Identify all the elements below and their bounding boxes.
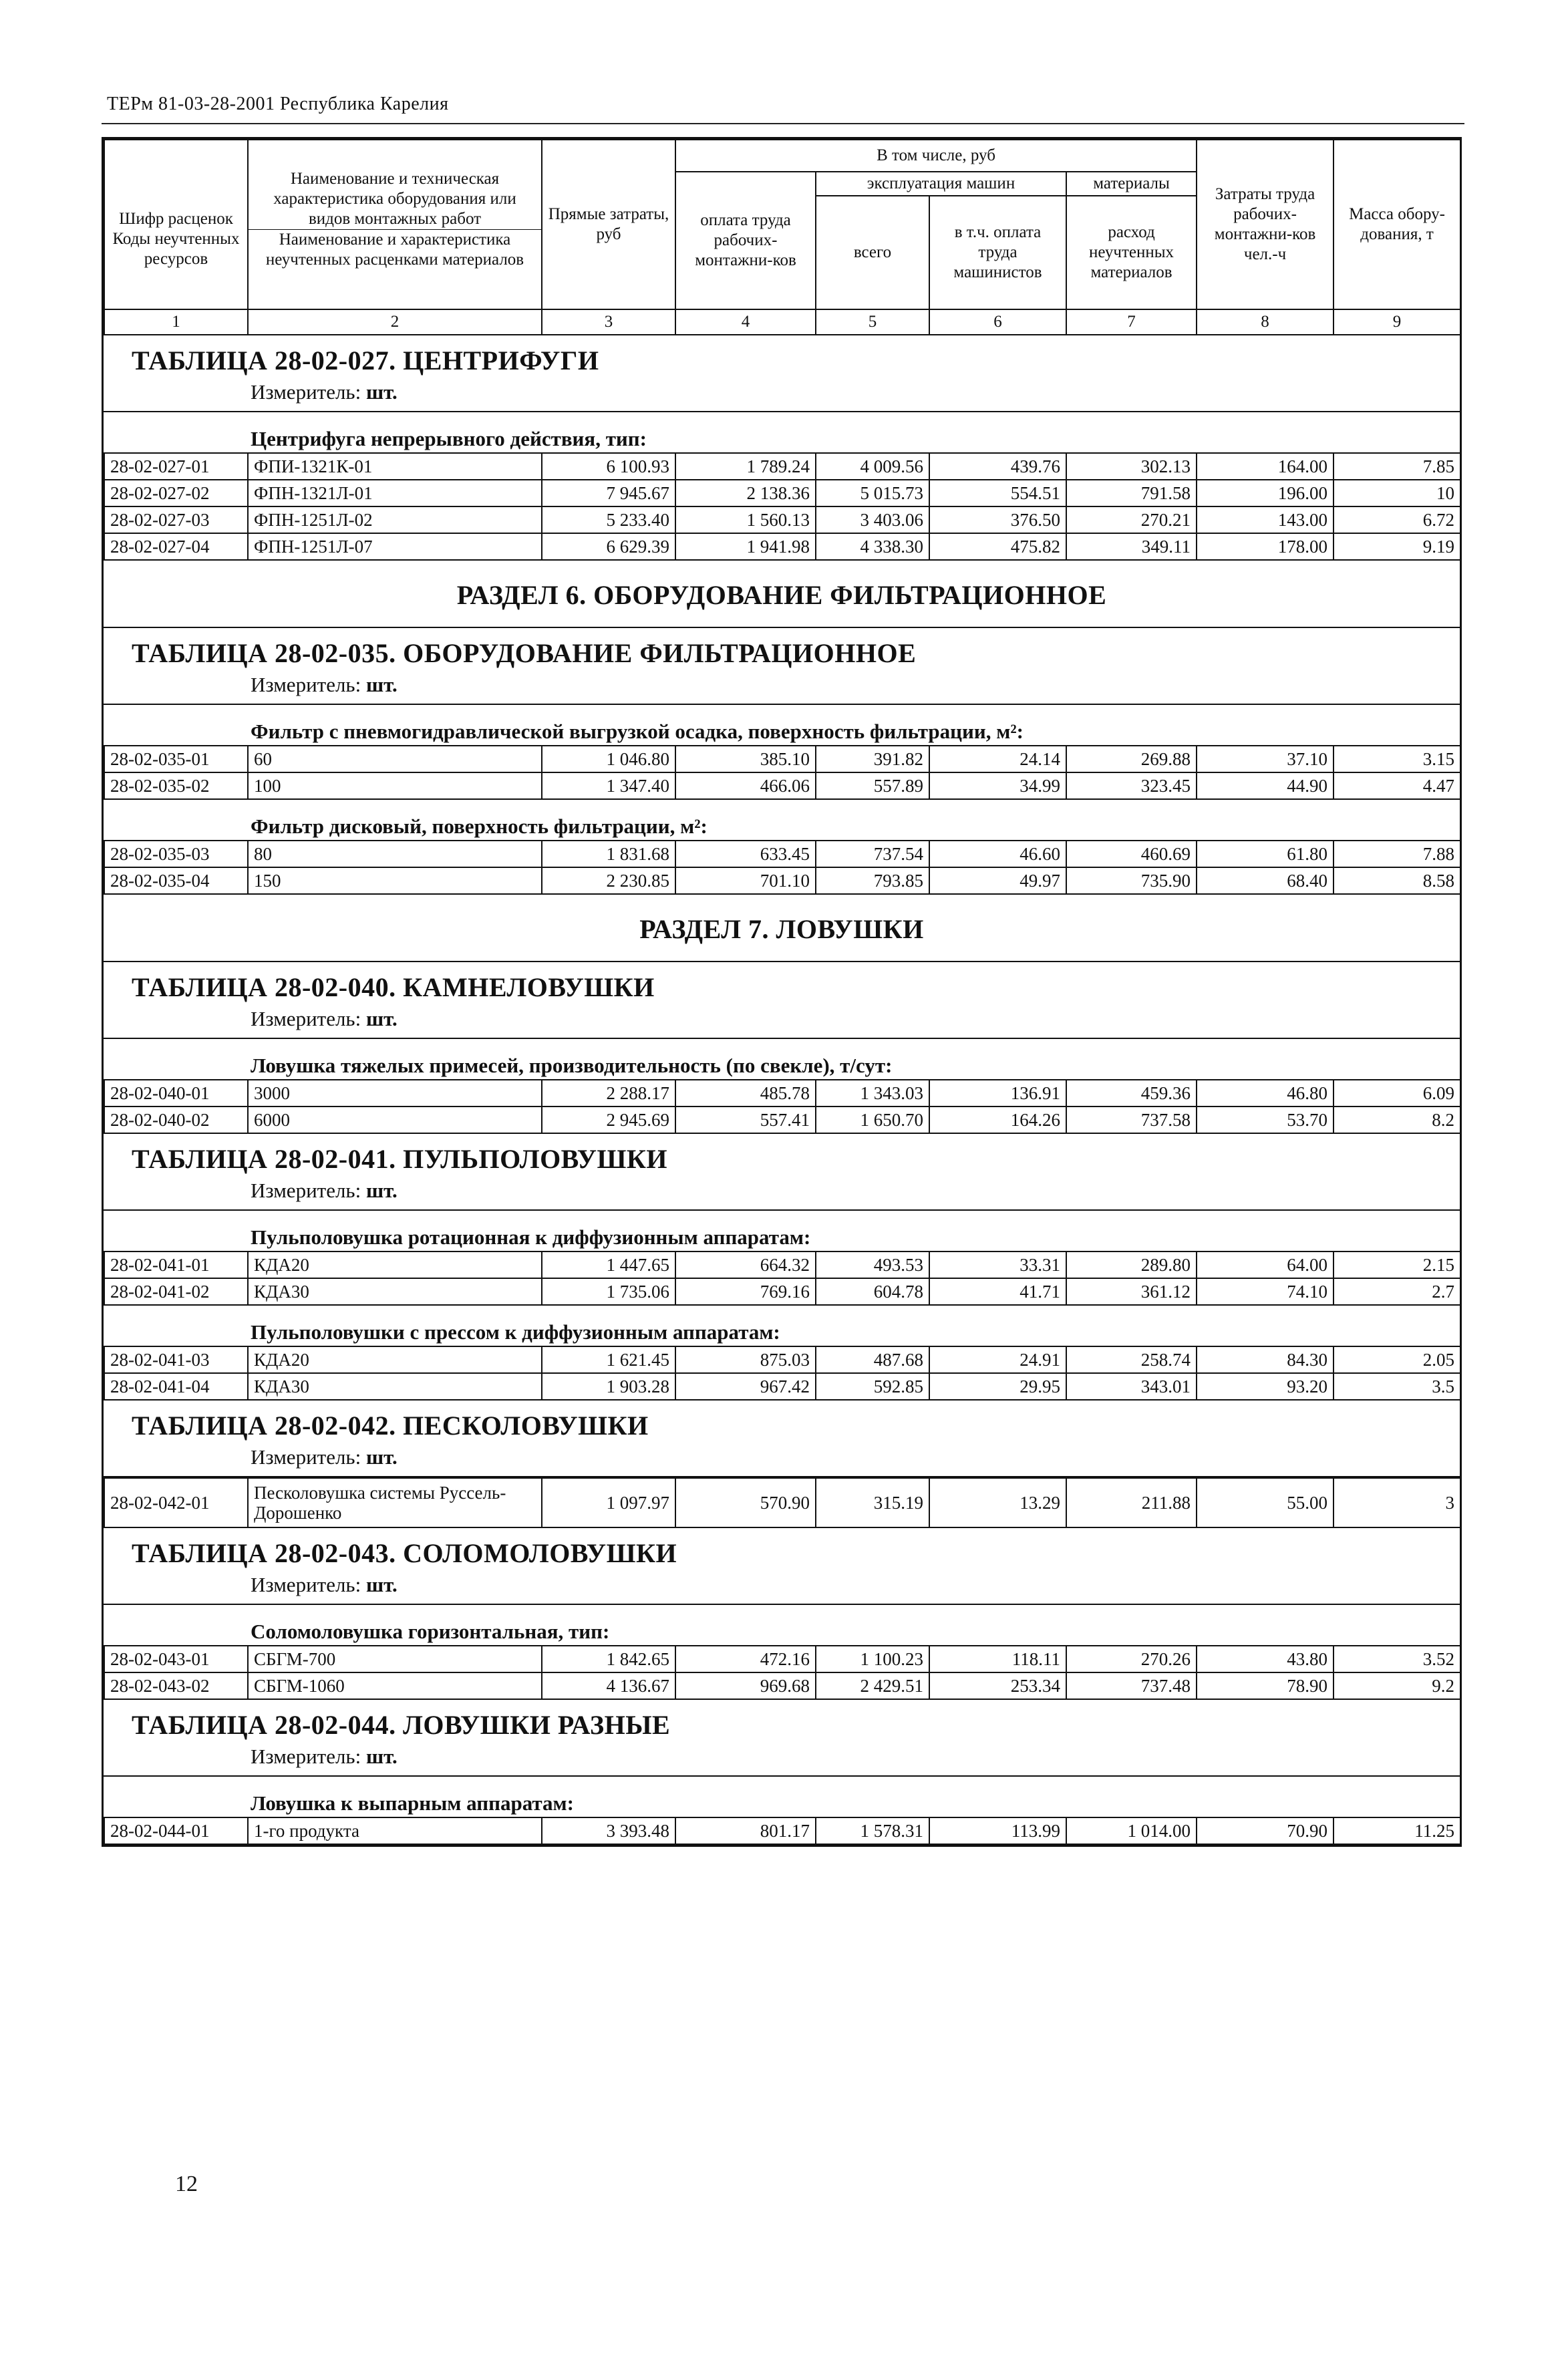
rate-value: 5 015.73 (816, 480, 929, 506)
rate-value: 269.88 (1066, 746, 1197, 772)
rates-table (104, 745, 1461, 800)
rate-value: 3.5 (1334, 1373, 1460, 1400)
rate-value: 592.85 (816, 1373, 929, 1400)
rate-value: 4 338.30 (816, 533, 929, 560)
header-machines-total: всего (816, 196, 929, 309)
rate-value: 7.85 (1334, 453, 1460, 480)
rate-code: 28-02-027-04 (104, 533, 248, 560)
rate-value: 2.7 (1334, 1278, 1460, 1305)
rate-code: 28-02-035-03 (104, 841, 248, 867)
column-number: 8 (1197, 309, 1334, 335)
rate-value: 735.90 (1066, 867, 1197, 894)
rate-code: 28-02-027-01 (104, 453, 248, 480)
rate-value: 3.52 (1334, 1646, 1460, 1672)
rate-value: 270.21 (1066, 506, 1197, 533)
rate-value: 737.54 (816, 841, 929, 867)
rate-value: 74.10 (1197, 1278, 1334, 1305)
rate-value: 701.10 (675, 867, 816, 894)
table-row (104, 480, 1460, 506)
table-row (104, 1373, 1460, 1400)
rate-value: 41.71 (929, 1278, 1066, 1305)
rates-table (104, 1346, 1461, 1401)
unit-label: Измеритель: (251, 380, 361, 404)
rate-value: 1 831.68 (542, 841, 675, 867)
header-resource-codes: Коды неучтенных ресурсов (104, 229, 248, 309)
rate-name: ФПН-1251Л-07 (248, 533, 542, 560)
table-row (104, 1080, 1460, 1107)
rate-value: 557.41 (675, 1107, 816, 1133)
rate-value: 1 097.97 (542, 1478, 675, 1527)
rate-code: 28-02-040-01 (104, 1080, 248, 1107)
table-title: ТАБЛИЦА 28-02-027. ЦЕНТРИФУГИ (132, 345, 599, 376)
rate-code: 28-02-042-01 (104, 1478, 248, 1527)
rate-value: 24.91 (929, 1346, 1066, 1373)
rate-value: 84.30 (1197, 1346, 1334, 1373)
table-row (104, 1672, 1460, 1699)
rate-value: 196.00 (1197, 480, 1334, 506)
rate-code: 28-02-035-04 (104, 867, 248, 894)
table-title: ТАБЛИЦА 28-02-041. ПУЛЬПОЛОВУШКИ (132, 1144, 668, 1174)
rate-value: 164.26 (929, 1107, 1066, 1133)
unit-value: шт. (365, 1007, 398, 1030)
rates-table (104, 840, 1461, 895)
rate-value: 6 100.93 (542, 453, 675, 480)
rates-table (104, 1079, 1461, 1134)
rate-name: СБГМ-700 (248, 1646, 542, 1672)
rate-value: 78.90 (1197, 1672, 1334, 1699)
unit-label: Измеритель: (251, 1573, 361, 1596)
rates-table (104, 1645, 1461, 1700)
rate-name: КДА20 (248, 1346, 542, 1373)
group-subtitle: Ловушка тяжелых примесей, производительность (по свекле), т/сут: (251, 1054, 893, 1077)
table-title: ТАБЛИЦА 28-02-035. ОБОРУДОВАНИЕ ФИЛЬТРАЦИОННОЕ (132, 638, 917, 668)
unit-line (104, 1441, 1460, 1477)
rate-value: 1 447.65 (542, 1251, 675, 1278)
rate-value: 3.15 (1334, 746, 1460, 772)
rate-value: 5 233.40 (542, 506, 675, 533)
rate-value: 118.11 (929, 1646, 1066, 1672)
rate-value: 43.80 (1197, 1646, 1334, 1672)
table-title: ТАБЛИЦА 28-02-042. ПЕСКОЛОВУШКИ (132, 1411, 649, 1441)
table-row (104, 867, 1460, 894)
rate-value: 1 842.65 (542, 1646, 675, 1672)
column-number: 3 (542, 309, 675, 335)
header-material-name: Наименование и характеристика неучтенных расценками материалов (248, 229, 542, 309)
rate-value: 37.10 (1197, 746, 1334, 772)
rate-value: 1 735.06 (542, 1278, 675, 1305)
rate-value: 1 100.23 (816, 1646, 929, 1672)
rate-value: 64.00 (1197, 1251, 1334, 1278)
header-machines: эксплуатация машин (816, 172, 1066, 196)
rate-code: 28-02-035-02 (104, 772, 248, 799)
rate-value: 113.99 (929, 1817, 1066, 1844)
rate-value: 343.01 (1066, 1373, 1197, 1400)
rate-value: 302.13 (1066, 453, 1197, 480)
rate-value: 439.76 (929, 453, 1066, 480)
rate-value: 737.48 (1066, 1672, 1197, 1699)
rate-name: 100 (248, 772, 542, 799)
rate-value: 33.31 (929, 1251, 1066, 1278)
rate-value: 164.00 (1197, 453, 1334, 480)
rate-value: 2 230.85 (542, 867, 675, 894)
rate-name: 150 (248, 867, 542, 894)
rate-value: 289.80 (1066, 1251, 1197, 1278)
group-subtitle: Центрифуга непрерывного действия, тип: (251, 427, 647, 450)
rate-value: 2 945.69 (542, 1107, 675, 1133)
rate-value: 178.00 (1197, 533, 1334, 560)
table-row (104, 1278, 1460, 1305)
rate-value: 487.68 (816, 1346, 929, 1373)
rate-value: 793.85 (816, 867, 929, 894)
rate-value: 769.16 (675, 1278, 816, 1305)
rate-value: 323.45 (1066, 772, 1197, 799)
rate-value: 9.19 (1334, 533, 1460, 560)
rate-name: 80 (248, 841, 542, 867)
header-code: Шифр расценок (104, 140, 248, 229)
column-number: 7 (1066, 309, 1197, 335)
rate-value: 1 560.13 (675, 506, 816, 533)
header-materials-use: расход неучтенных материалов (1066, 196, 1197, 309)
rate-value: 969.68 (675, 1672, 816, 1699)
rates-table (104, 1817, 1461, 1845)
header-including: В том числе, руб (675, 140, 1197, 172)
group-subtitle: Фильтр дисковый, поверхность фильтрации, м²: (251, 815, 708, 838)
rate-name: КДА20 (248, 1251, 542, 1278)
rate-value: 2 138.36 (675, 480, 816, 506)
rate-value: 44.90 (1197, 772, 1334, 799)
rate-value: 633.45 (675, 841, 816, 867)
rate-value: 143.00 (1197, 506, 1334, 533)
unit-line (104, 669, 1460, 705)
rate-value: 1 014.00 (1066, 1817, 1197, 1844)
unit-label: Измеритель: (251, 1745, 361, 1768)
rate-value: 6.09 (1334, 1080, 1460, 1107)
header-labor: Затраты труда рабочих-монтажни-ков чел.-ч (1197, 140, 1334, 309)
rate-value: 4 009.56 (816, 453, 929, 480)
rate-value: 875.03 (675, 1346, 816, 1373)
rate-value: 493.53 (816, 1251, 929, 1278)
header-mass: Масса обору-дования, т (1334, 140, 1460, 309)
rate-name: Песколовушка системы Руссель-Дорошенко (248, 1478, 542, 1527)
rate-name: КДА30 (248, 1278, 542, 1305)
column-number: 9 (1334, 309, 1460, 335)
rate-name: ФПН-1321Л-01 (248, 480, 542, 506)
rate-code: 28-02-027-03 (104, 506, 248, 533)
rate-value: 967.42 (675, 1373, 816, 1400)
section-title: РАЗДЕЛ 7. ЛОВУШКИ (104, 895, 1460, 962)
rate-value: 46.60 (929, 841, 1066, 867)
column-header-table (104, 139, 1461, 335)
rate-value: 4 136.67 (542, 1672, 675, 1699)
table-row (104, 1478, 1460, 1527)
header-materials: материалы (1066, 172, 1197, 196)
unit-label: Измеритель: (251, 673, 361, 696)
rate-value: 7.88 (1334, 841, 1460, 867)
rate-value: 315.19 (816, 1478, 929, 1527)
table-row (104, 1107, 1460, 1133)
group-subtitle: Ловушка к выпарным аппаратам: (251, 1791, 574, 1815)
rate-name: 1-го продукта (248, 1817, 542, 1844)
rate-code: 28-02-035-01 (104, 746, 248, 772)
rate-value: 3 403.06 (816, 506, 929, 533)
rate-value: 1 046.80 (542, 746, 675, 772)
header-wages: оплата труда рабочих-монтажни-ков (675, 172, 816, 309)
table-title: ТАБЛИЦА 28-02-044. ЛОВУШКИ РАЗНЫЕ (132, 1710, 671, 1740)
group-subtitle: Соломоловушка горизонтальная, тип: (251, 1620, 610, 1643)
rate-name: КДА30 (248, 1373, 542, 1400)
rate-value: 475.82 (929, 533, 1066, 560)
rate-value: 554.51 (929, 480, 1066, 506)
rate-value: 10 (1334, 480, 1460, 506)
table-row (104, 1346, 1460, 1373)
rate-value: 557.89 (816, 772, 929, 799)
rate-value: 1 941.98 (675, 533, 816, 560)
rate-value: 2.05 (1334, 1346, 1460, 1373)
rate-value: 93.20 (1197, 1373, 1334, 1400)
rate-value: 349.11 (1066, 533, 1197, 560)
rate-value: 6 629.39 (542, 533, 675, 560)
column-number: 5 (816, 309, 929, 335)
rate-value: 1 650.70 (816, 1107, 929, 1133)
rates-table (104, 1477, 1461, 1528)
table-row (104, 772, 1460, 799)
rate-value: 737.58 (1066, 1107, 1197, 1133)
rate-value: 3 393.48 (542, 1817, 675, 1844)
rate-value: 55.00 (1197, 1478, 1334, 1527)
rate-value: 13.29 (929, 1478, 1066, 1527)
table-row (104, 1817, 1460, 1844)
rate-value: 7 945.67 (542, 480, 675, 506)
rate-value: 1 347.40 (542, 772, 675, 799)
rate-value: 3 (1334, 1478, 1460, 1527)
rate-value: 459.36 (1066, 1080, 1197, 1107)
rate-value: 801.17 (675, 1817, 816, 1844)
column-numbers-row (104, 309, 1460, 335)
rate-code: 28-02-043-01 (104, 1646, 248, 1672)
header-rule (102, 123, 1464, 124)
table-title: ТАБЛИЦА 28-02-040. КАМНЕЛОВУШКИ (132, 972, 655, 1002)
rate-value: 70.90 (1197, 1817, 1334, 1844)
rate-code: 28-02-041-03 (104, 1346, 248, 1373)
rate-value: 1 621.45 (542, 1346, 675, 1373)
rate-name: 6000 (248, 1107, 542, 1133)
rate-value: 61.80 (1197, 841, 1334, 867)
rate-code: 28-02-044-01 (104, 1817, 248, 1844)
table-row (104, 453, 1460, 480)
page-number: 12 (175, 2172, 198, 2196)
group-subtitle: Пульполовушки с прессом к диффузионным аппаратам: (251, 1320, 780, 1344)
column-number: 2 (248, 309, 542, 335)
tables-container (104, 335, 1460, 1845)
rate-code: 28-02-043-02 (104, 1672, 248, 1699)
header-direct-costs: Прямые затраты, руб (542, 140, 675, 309)
rate-value: 24.14 (929, 746, 1066, 772)
rates-table (104, 452, 1461, 561)
unit-label: Измеритель: (251, 1445, 361, 1469)
unit-line (104, 1569, 1460, 1605)
rate-value: 2.15 (1334, 1251, 1460, 1278)
rate-value: 604.78 (816, 1278, 929, 1305)
rate-code: 28-02-041-04 (104, 1373, 248, 1400)
rate-value: 391.82 (816, 746, 929, 772)
running-header: ТЕРм 81-03-28-2001 Республика Карелия (107, 94, 449, 114)
rate-name: 3000 (248, 1080, 542, 1107)
rate-value: 376.50 (929, 506, 1066, 533)
unit-line (104, 376, 1460, 412)
column-number: 4 (675, 309, 816, 335)
unit-label: Измеритель: (251, 1179, 361, 1202)
table-row (104, 1646, 1460, 1672)
rates-table (104, 1251, 1461, 1306)
rate-value: 1 789.24 (675, 453, 816, 480)
rate-value: 4.47 (1334, 772, 1460, 799)
rate-value: 570.90 (675, 1478, 816, 1527)
document-frame (102, 137, 1462, 1847)
rate-value: 1 903.28 (542, 1373, 675, 1400)
rate-value: 258.74 (1066, 1346, 1197, 1373)
table-row (104, 1251, 1460, 1278)
rate-code: 28-02-027-02 (104, 480, 248, 506)
group-subtitle: Пульполовушка ротационная к диффузионным аппаратам: (251, 1225, 811, 1249)
rate-value: 472.16 (675, 1646, 816, 1672)
unit-value: шт. (365, 380, 398, 404)
rate-value: 2 288.17 (542, 1080, 675, 1107)
rate-value: 460.69 (1066, 841, 1197, 867)
rate-value: 211.88 (1066, 1478, 1197, 1527)
rate-value: 485.78 (675, 1080, 816, 1107)
column-number: 6 (929, 309, 1066, 335)
rate-value: 34.99 (929, 772, 1066, 799)
rate-code: 28-02-040-02 (104, 1107, 248, 1133)
table-row (104, 533, 1460, 560)
rate-value: 9.2 (1334, 1672, 1460, 1699)
rate-name: СБГМ-1060 (248, 1672, 542, 1699)
rate-value: 253.34 (929, 1672, 1066, 1699)
rate-name: 60 (248, 746, 542, 772)
rate-value: 46.80 (1197, 1080, 1334, 1107)
rate-value: 361.12 (1066, 1278, 1197, 1305)
header-name: Наименование и техническая характеристика оборудования или видов монтажных работ (248, 140, 542, 229)
rate-code: 28-02-041-01 (104, 1251, 248, 1278)
rate-name: ФПИ-1321К-01 (248, 453, 542, 480)
table-row (104, 746, 1460, 772)
unit-value: шт. (365, 673, 398, 696)
rate-value: 11.25 (1334, 1817, 1460, 1844)
unit-line (104, 1741, 1460, 1777)
table-row (104, 841, 1460, 867)
rate-value: 136.91 (929, 1080, 1066, 1107)
rate-value: 6.72 (1334, 506, 1460, 533)
column-number: 1 (104, 309, 248, 335)
unit-line (104, 1003, 1460, 1039)
rate-value: 385.10 (675, 746, 816, 772)
rate-value: 791.58 (1066, 480, 1197, 506)
rate-value: 68.40 (1197, 867, 1334, 894)
rate-value: 466.06 (675, 772, 816, 799)
unit-line (104, 1175, 1460, 1211)
rate-value: 8.2 (1334, 1107, 1460, 1133)
rate-name: ФПН-1251Л-02 (248, 506, 542, 533)
table-title: ТАБЛИЦА 28-02-043. СОЛОМОЛОВУШКИ (132, 1538, 677, 1568)
rate-value: 1 578.31 (816, 1817, 929, 1844)
table-row (104, 506, 1460, 533)
rate-value: 2 429.51 (816, 1672, 929, 1699)
rate-value: 664.32 (675, 1251, 816, 1278)
unit-value: шт. (365, 1573, 398, 1596)
unit-value: шт. (365, 1745, 398, 1768)
rate-value: 270.26 (1066, 1646, 1197, 1672)
rate-value: 8.58 (1334, 867, 1460, 894)
unit-value: шт. (365, 1179, 398, 1202)
section-title: РАЗДЕЛ 6. ОБОРУДОВАНИЕ ФИЛЬТРАЦИОННОЕ (104, 561, 1460, 628)
group-subtitle: Фильтр с пневмогидравлической выгрузкой осадка, поверхность фильтрации, м²: (251, 720, 1024, 743)
rate-value: 1 343.03 (816, 1080, 929, 1107)
unit-value: шт. (365, 1445, 398, 1469)
rate-code: 28-02-041-02 (104, 1278, 248, 1305)
rate-value: 49.97 (929, 867, 1066, 894)
rate-value: 53.70 (1197, 1107, 1334, 1133)
unit-label: Измеритель: (251, 1007, 361, 1030)
rate-value: 29.95 (929, 1373, 1066, 1400)
header-machines-wages: в т.ч. оплата труда машинистов (929, 196, 1066, 309)
